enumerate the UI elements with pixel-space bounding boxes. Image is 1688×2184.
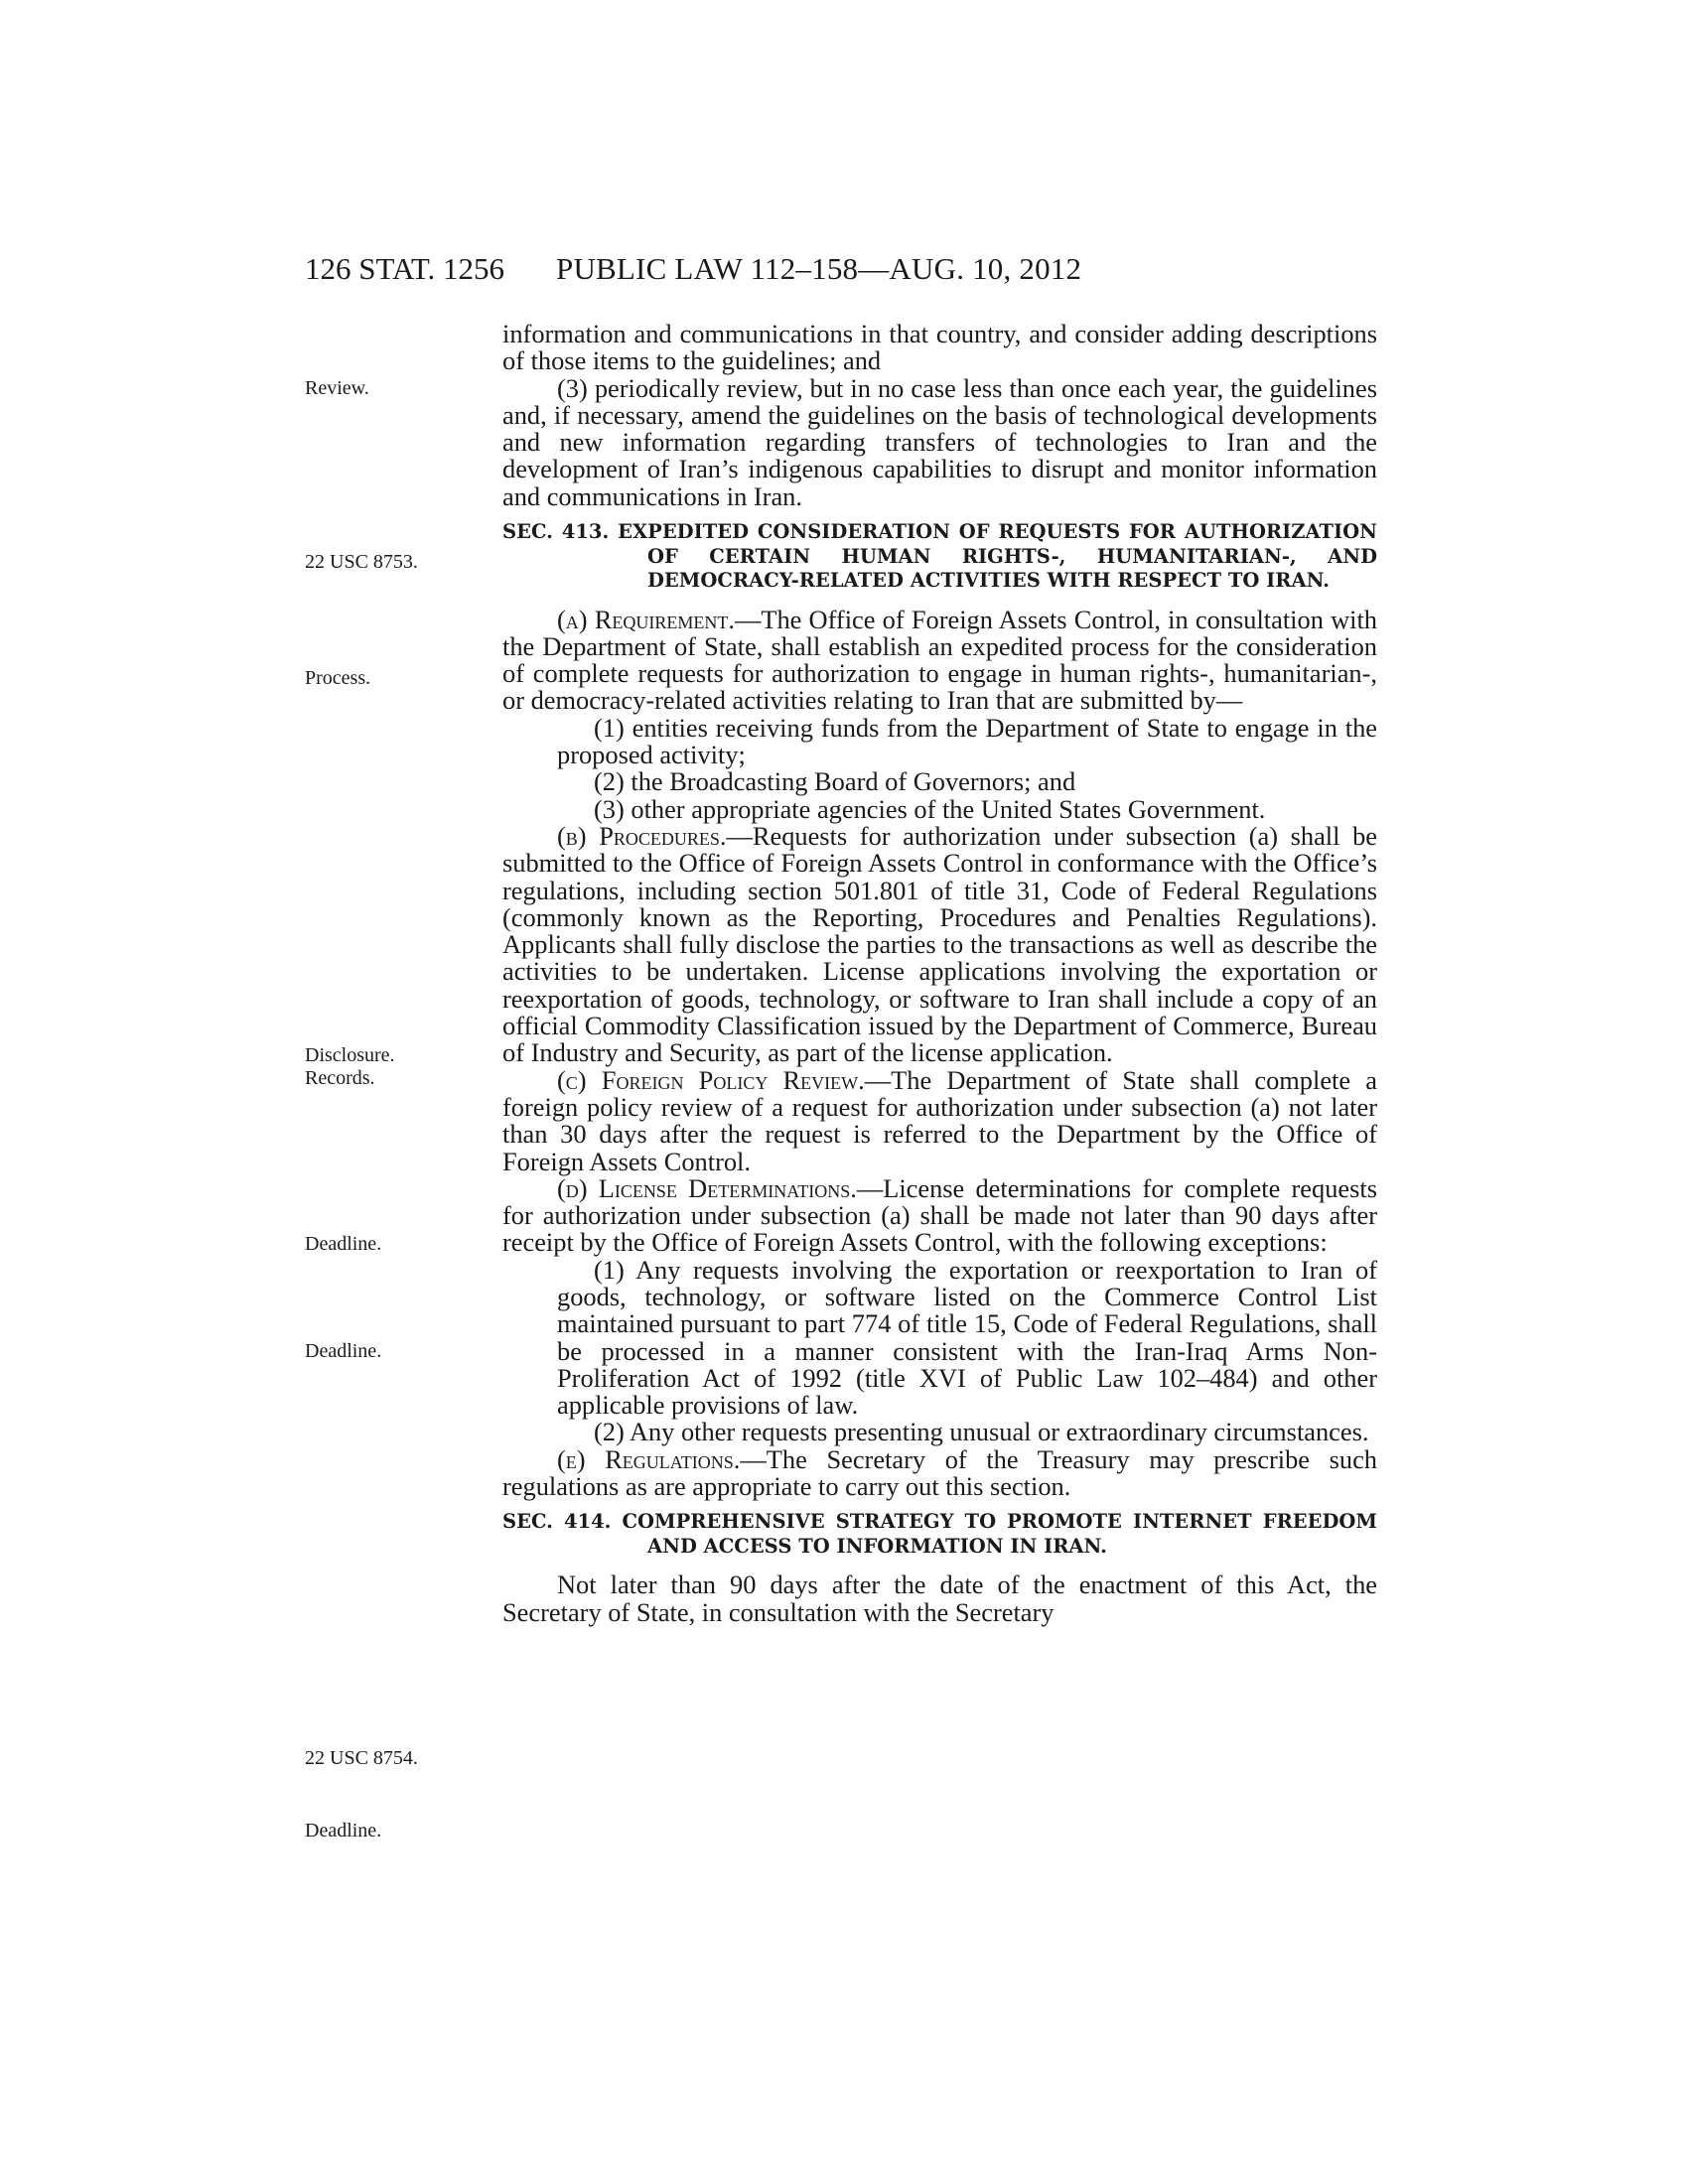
margin-note-usc-8754: 22 USC 8754. xyxy=(305,1747,418,1769)
subsection-a-item-3: (3) other appropriate agencies of the United States Government. xyxy=(594,793,1266,824)
paragraph-continuation: information and communications in that country, and consider adding descriptions of those items to the guidelines; and xyxy=(502,319,1377,376)
subsection-d-label: (d) License Determinations. xyxy=(557,1172,857,1203)
subsection-c xyxy=(502,1064,1378,1176)
subsection-e xyxy=(502,1443,1377,1502)
subsection-b-text: —Requests for authorization under subsection (a) shall be submitted to the Office of Foreign Assets Control in conformance with the Office’s regulations, including section 501.801 of title 31, Code of Federal Regulations (commonly known as the Reporting, Procedures and Penalties Regulations). Applicants shall fully disclose the parties to the transactions as well as describe the activities to be undertaken. License applications involving the exportation or reexportation of goods, technology, or software to Iran shall include a copy of an official Commodity Classification issued by the Department of Commerce, Bureau of Industry and Security, as part of the license application. xyxy=(502,820,1377,1068)
subsection-a xyxy=(502,604,1378,716)
margin-note-deadline-c: Deadline. xyxy=(305,1233,382,1255)
margin-note-deadline-d: Deadline. xyxy=(305,1340,382,1362)
subsection-c-label: (c) Foreign Policy Review. xyxy=(557,1064,865,1095)
subsection-d xyxy=(502,1172,1377,1258)
margin-note-disclosure: Disclosure. xyxy=(305,1044,395,1066)
subsection-d-item-1: (1) Any requests involving the exportation or reexportation to Iran of goods, technology, or software listed on the Commerce Control List maintained pursuant to part 774 of title 15, Code of Federal Regulations, shall be processed in a manner consistent with the Iran-Iraq Arms Non-Proliferation Act of 1992 (title XVI of Public Law 102–484) and other applicable provisions of law. xyxy=(557,1254,1377,1421)
margin-note-records: Records. xyxy=(305,1067,375,1089)
subsection-a-text: —The Office of Foreign Assets Control, in consultation with the Department of State, shall establish an expedited process for the consideration of complete requests for authorization to engage in human rights-, humanitarian-, or democracy-related activities relating to Iran that are submitted by— xyxy=(502,604,1378,716)
subsection-e-text: —The Secretary of the Treasury may prescribe such regulations as are appropriate to carry out this section. xyxy=(502,1443,1377,1502)
subsection-b xyxy=(502,820,1377,1068)
public-law-header: PUBLIC LAW 112–158—AUG. 10, 2012 xyxy=(556,251,1082,286)
subsection-a-label: (a) Requirement. xyxy=(557,604,735,634)
page-stat-citation: 126 STAT. 1256 xyxy=(305,251,505,286)
margin-note-usc-8753: 22 USC 8753. xyxy=(305,551,418,573)
section-414-paragraph: Not later than 90 days after the date of the enactment of this Act, the Secretary of State, in consultation with the Secretary xyxy=(502,1570,1377,1627)
section-413-heading: SEC. 413. EXPEDITED CONSIDERATION OF REQUESTS FOR AUTHORIZATION OF CERTAIN HUMAN RIGHTS-, HUMANITARIAN-, AND DEMOCRACY-RELATED ACTIVITIES WITH RESPECT TO IRAN. xyxy=(502,520,1377,593)
margin-note-deadline-414: Deadline. xyxy=(305,1820,382,1842)
subsection-d-text: —License determinations for complete requests for authorization under subsection (a) shall be made not later than 90 days after receipt by the Office of Foreign Assets Control, with the following exceptions: xyxy=(502,1172,1377,1258)
margin-note-process: Process. xyxy=(305,667,371,689)
subsection-b-label: (b) Procedures. xyxy=(557,820,727,851)
margin-note-review: Review. xyxy=(305,377,369,399)
section-414-heading: SEC. 414. COMPREHENSIVE STRATEGY TO PROMOTE INTERNET FREEDOM AND ACCESS TO INFORMATION IN IRAN. xyxy=(502,1510,1377,1558)
subsection-e-label: (e) Regulations. xyxy=(557,1443,741,1474)
subsection-a-item-1: (1) entities receiving funds from the Department of State to engage in the proposed activity; xyxy=(557,712,1377,770)
subsection-d-item-2: (2) Any other requests presenting unusual or extraordinary circumstances. xyxy=(594,1417,1369,1447)
subsection-c-text: —The Department of State shall complete a foreign policy review of a request for authorization under subsection (a) not later than 30 days after the request is referred to the Department by the Office of Foreign Assets Control. xyxy=(502,1064,1378,1176)
statute-body xyxy=(502,321,1377,1626)
paragraph-review-guidelines: (3) periodically review, but in no case less than once each year, the guidelines and, if necessary, amend the guidelines on the basis of technological developments and new information regarding transfers of technologies to Iran and the development of Iran’s indigenous capabilities to disrupt and monitor information and communications in Iran. xyxy=(502,372,1377,511)
subsection-a-item-2: (2) the Broadcasting Board of Governors; and xyxy=(594,766,1076,797)
